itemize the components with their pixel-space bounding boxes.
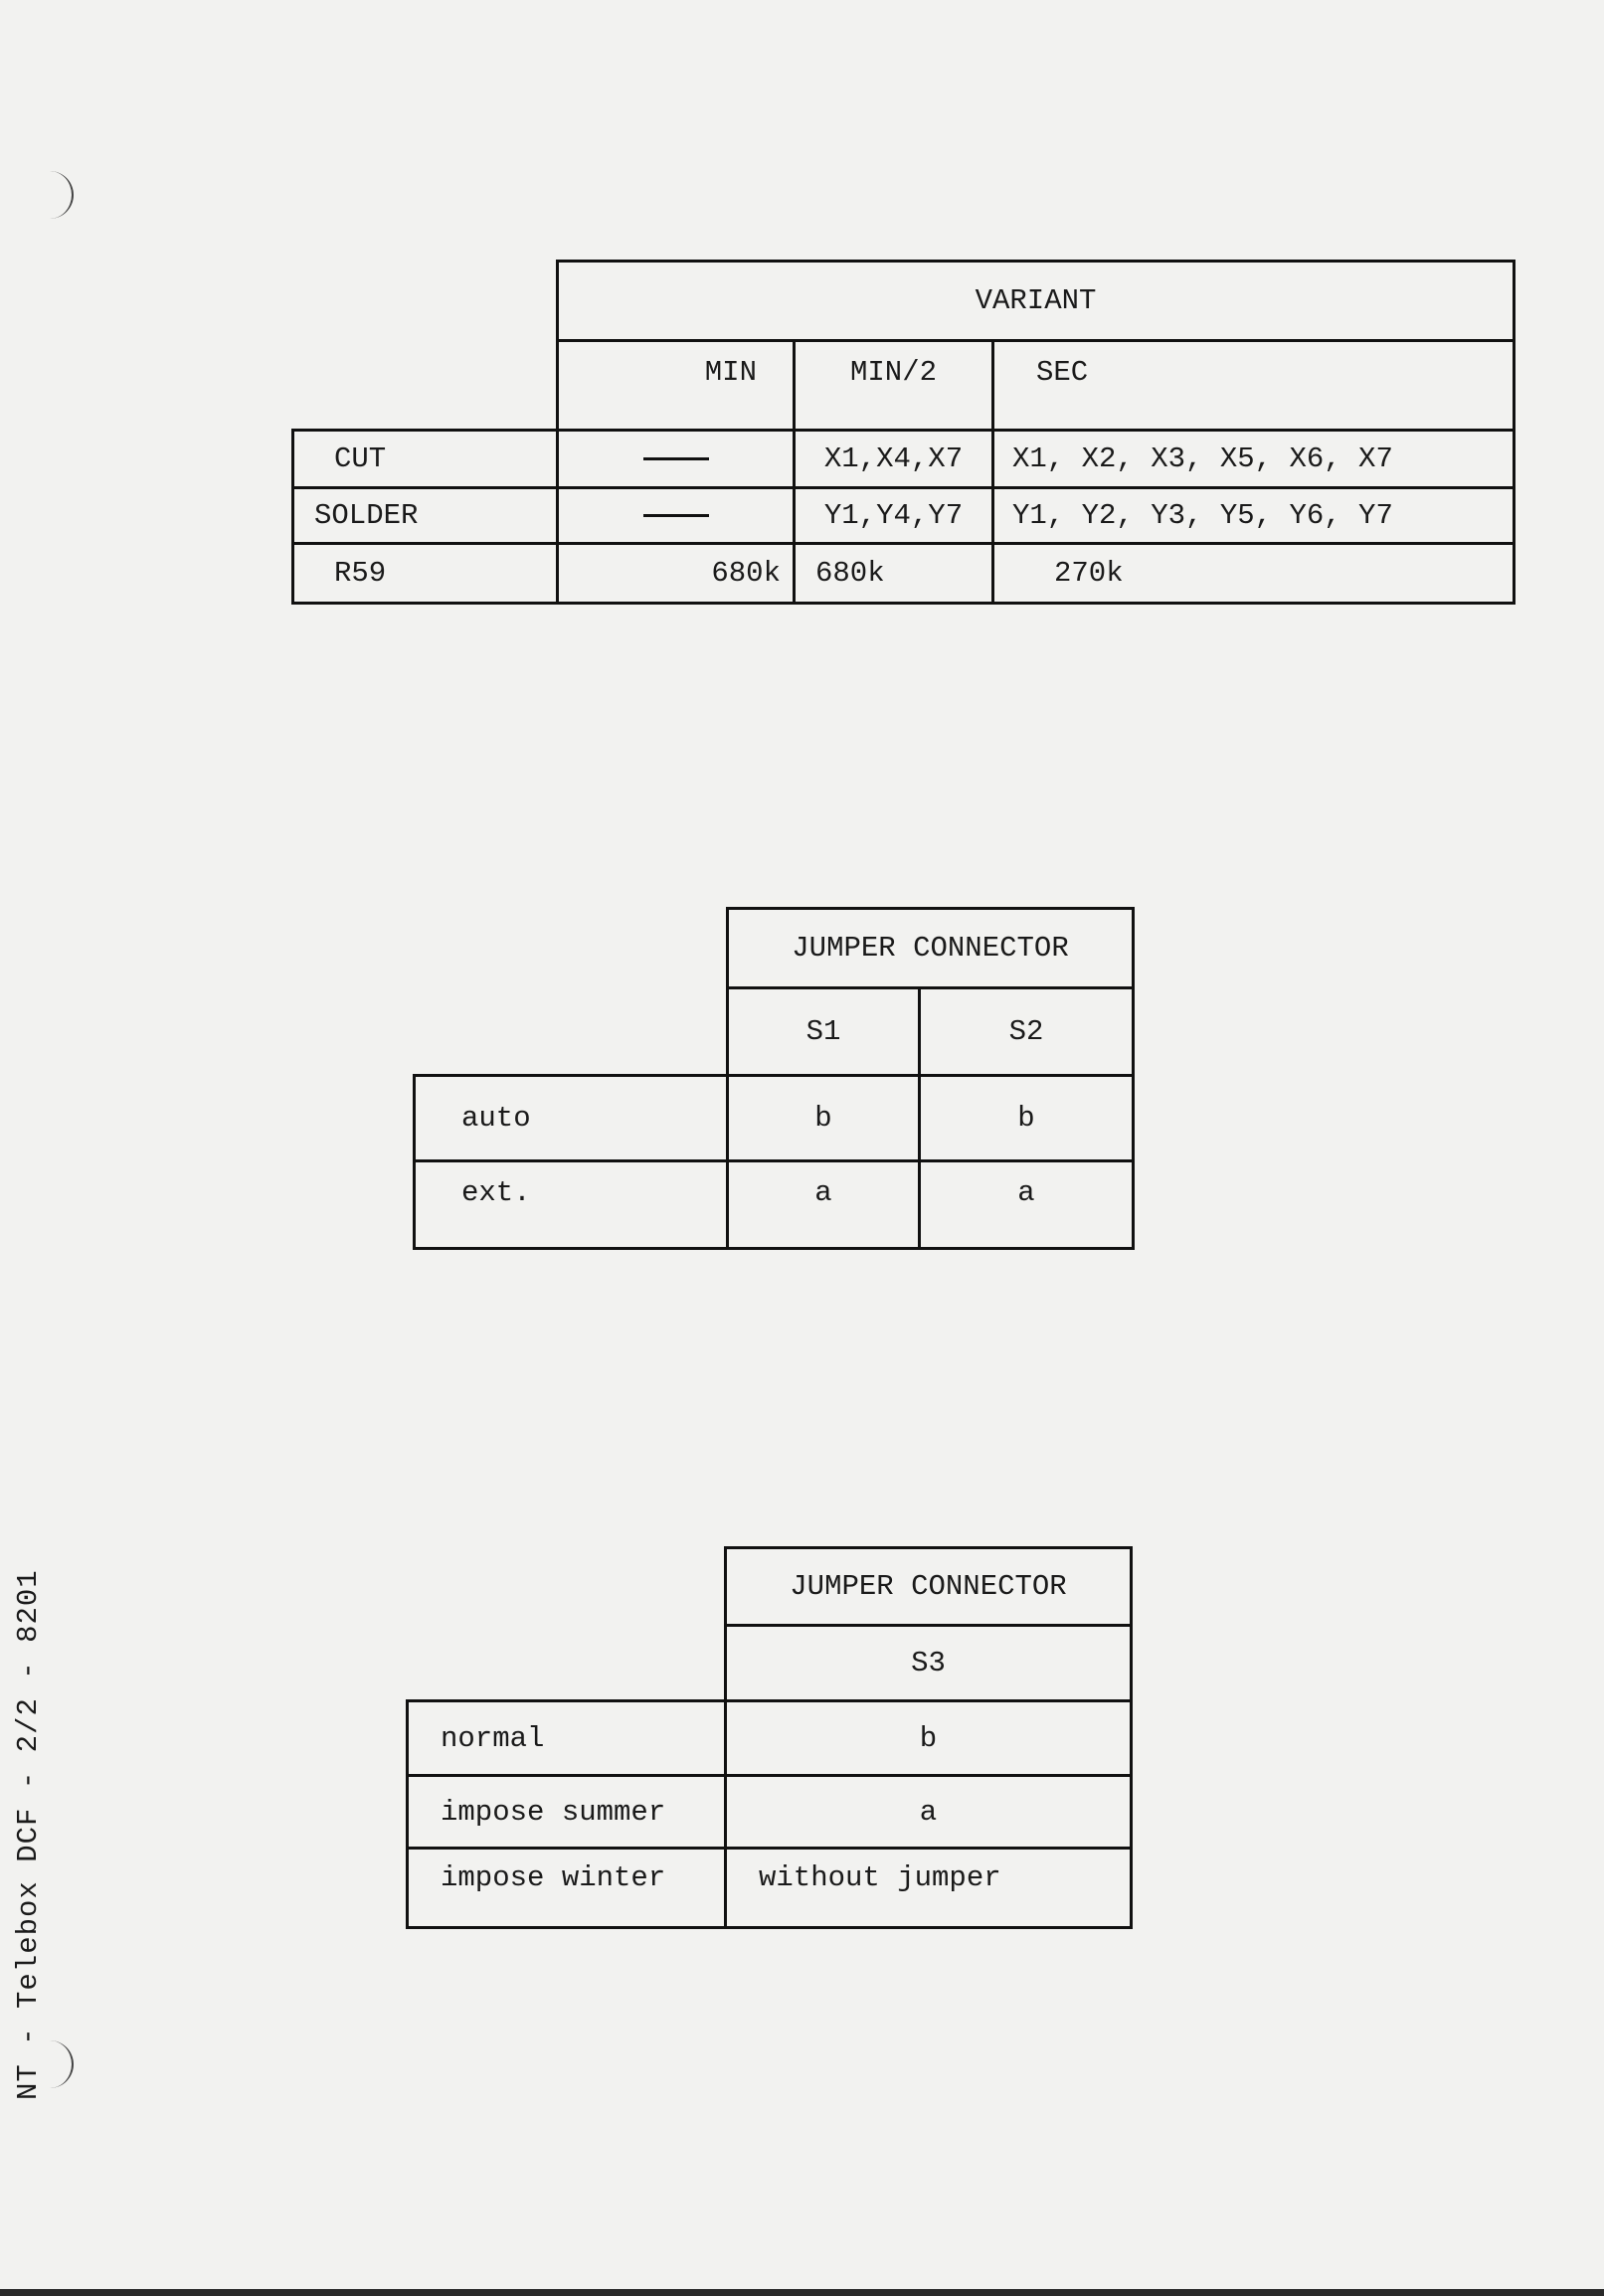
row-label-impose-summer: impose summer xyxy=(408,1776,726,1849)
variant-columns-row xyxy=(293,341,1515,431)
cell-normal-s3: b xyxy=(726,1701,1132,1776)
cell-auto-s1: b xyxy=(728,1076,920,1161)
cell-ext-s2: a xyxy=(920,1161,1134,1249)
scan-edge xyxy=(0,2289,1604,2296)
column-header-s3: S3 xyxy=(726,1626,1132,1701)
cell-cut-sec: X1, X2, X3, X5, X6, X7 xyxy=(993,431,1515,488)
variant-header-row xyxy=(293,262,1515,341)
binder-mark-bottom xyxy=(44,2040,74,2088)
jumper1-columns-row xyxy=(415,988,1134,1076)
cell-cut-min xyxy=(558,431,795,488)
cell-impose-winter-s3: without jumper xyxy=(726,1849,1132,1928)
jumper1-header-row xyxy=(415,909,1134,988)
cell-r59-min2: 680k xyxy=(795,544,993,604)
row-label-ext: ext. xyxy=(415,1161,728,1249)
jumper2-header-row xyxy=(408,1548,1132,1626)
cell-solder-min2: Y1,Y4,Y7 xyxy=(795,488,993,544)
jumper-table-1 xyxy=(413,907,1135,1250)
column-header-sec: SEC xyxy=(993,341,1515,431)
cell-solder-sec: Y1, Y2, Y3, Y5, Y6, Y7 xyxy=(993,488,1515,544)
row-label-cut: CUT xyxy=(293,431,558,488)
side-document-label: NT - Telebox DCF - 2/2 - 8201 xyxy=(12,1569,45,2100)
table-row xyxy=(293,431,1515,488)
cell-r59-min: 680k xyxy=(558,544,795,604)
cell-cut-min2: X1,X4,X7 xyxy=(795,431,993,488)
table-row xyxy=(408,1701,1132,1776)
row-label-normal: normal xyxy=(408,1701,726,1776)
dash-mark xyxy=(643,457,709,460)
variant-header: VARIANT xyxy=(558,262,1515,341)
cell-ext-s1: a xyxy=(728,1161,920,1249)
jumper2-header: JUMPER CONNECTOR xyxy=(726,1548,1132,1626)
table-row xyxy=(293,544,1515,604)
jumper1-header: JUMPER CONNECTOR xyxy=(728,909,1134,988)
jumper-table-2 xyxy=(406,1546,1133,1929)
row-label-auto: auto xyxy=(415,1076,728,1161)
cell-impose-summer-s3: a xyxy=(726,1776,1132,1849)
jumper2-columns-row xyxy=(408,1626,1132,1701)
table-row xyxy=(415,1161,1134,1249)
cell-r59-sec: 270k xyxy=(993,544,1515,604)
cell-auto-s2: b xyxy=(920,1076,1134,1161)
table-row xyxy=(408,1776,1132,1849)
table-row xyxy=(293,488,1515,544)
table-row xyxy=(408,1849,1132,1928)
row-label-solder: SOLDER xyxy=(293,488,558,544)
cell-solder-min xyxy=(558,488,795,544)
binder-mark-top xyxy=(44,171,74,219)
column-header-min: MIN xyxy=(558,341,795,431)
variant-table xyxy=(291,260,1515,605)
table-row xyxy=(415,1076,1134,1161)
row-label-r59: R59 xyxy=(293,544,558,604)
column-header-min2: MIN/2 xyxy=(795,341,993,431)
column-header-s1: S1 xyxy=(728,988,920,1076)
dash-mark xyxy=(643,514,709,517)
row-label-impose-winter: impose winter xyxy=(408,1849,726,1928)
column-header-s2: S2 xyxy=(920,988,1134,1076)
